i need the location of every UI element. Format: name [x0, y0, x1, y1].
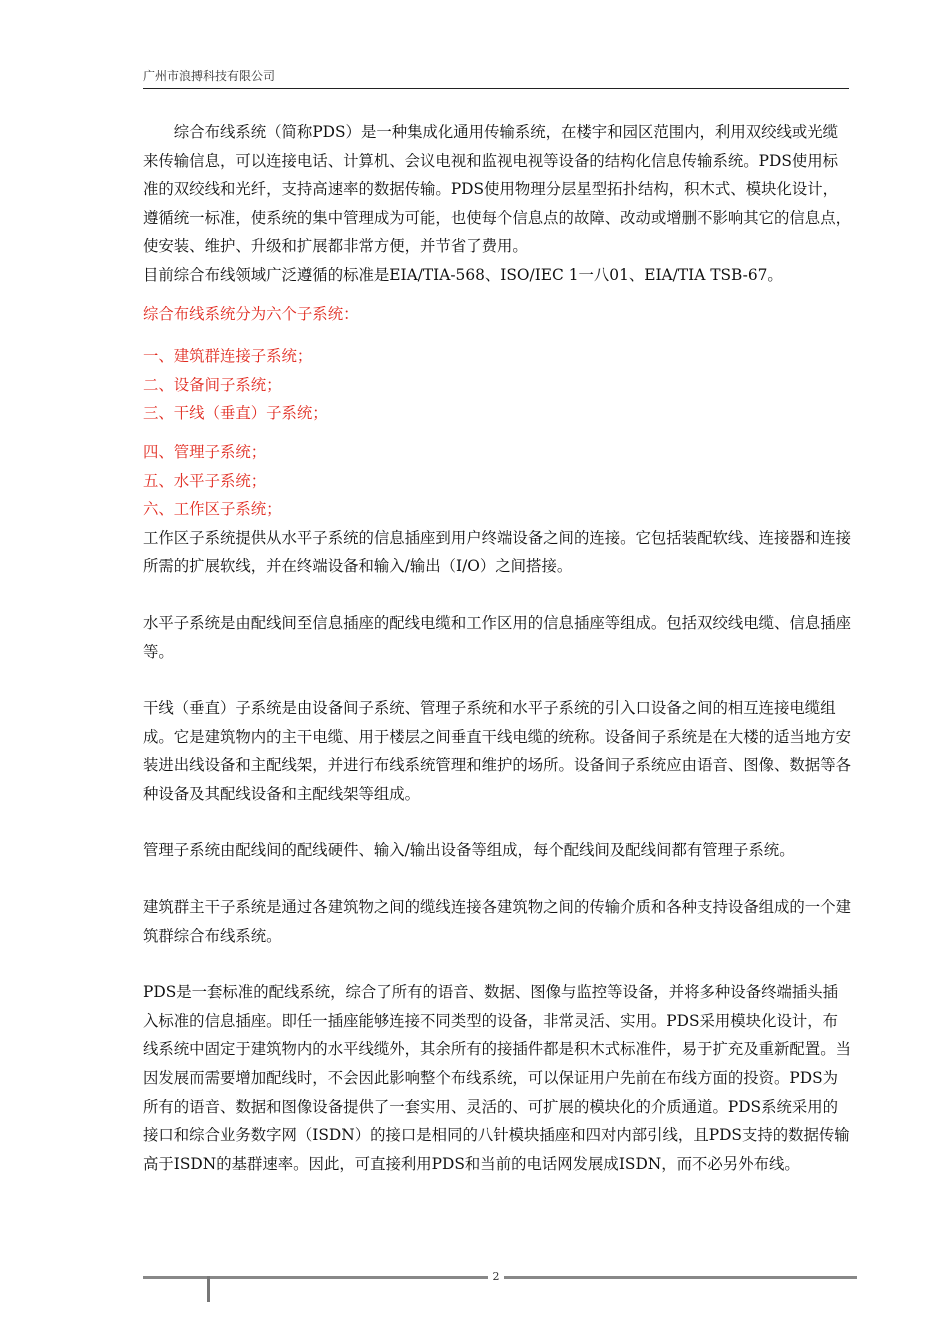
work-area-description: 工作区子系统提供从水平子系统的信息插座到用户终端设备之间的连接。它包括装配软线、连接器和连接所需的扩展软线，并在终端设备和输入/输出（I/O）之间搭接。	[143, 528, 851, 576]
subsystem-item: 三、干线（垂直）子系统；	[143, 404, 328, 423]
document-body	[143, 118, 851, 1178]
pds-summary: PDS是一套标准的配线系统，综合了所有的语音、数据、图像与监控等设备，并将多种设备终端插头插入标准的信息插座。即任一插座能够连接不同类型的设备，非常灵活、实用。PDS采用模块化设计，布线系统中固定于建筑物内的水平线缆外，其余所有的接插件都是积木式标准件，易于扩充及重新配置。当因发展而需要增加配线时，不会因此影响整个布线系统，可以保证用户先前在布线方面的投资。PDS为所有的语音、数据和图像设备提供了一套实用、灵活的、可扩展的模块化的介质通道。PDS系统采用的接口和综合业务数字网（ISDN）的接口是相同的八针模块插座和四对内部引线，且PDS支持的数据传输高于ISDN的基群速率。因此，可直接利用PDS和当前的电话网发展成ISDN，而不必另外布线。	[143, 983, 851, 1173]
subsystems-heading: 综合布线系统分为六个子系统：	[143, 304, 359, 323]
administration-description: 管理子系统由配线间的配线硬件、输入/输出设备等组成，每个配线间及配线间都有管理子系统。	[143, 841, 795, 860]
subsystem-item: 一、建筑群连接子系统；	[143, 347, 313, 366]
horizontal-description: 水平子系统是由配线间至信息插座的配线电缆和工作区用的信息插座等组成。包括双绞线电缆、信息插座等。	[143, 613, 851, 661]
company-name: 广州市浪搏科技有限公司	[143, 69, 276, 83]
page-number: 2	[488, 1270, 504, 1284]
standards-paragraph: 目前综合布线领域广泛遵循的标准是EIA/TIA-568、ISO/IEC 1一八01、EIA/TIA TSB-67。	[143, 265, 783, 284]
subsystem-item: 五、水平子系统；	[143, 471, 267, 490]
page-header	[143, 68, 849, 89]
subsystem-item: 二、设备间子系统；	[143, 375, 282, 394]
footer-tick	[207, 1276, 210, 1302]
intro-paragraph: 综合布线系统（简称PDS）是一种集成化通用传输系统，在楼宇和园区范围内，利用双绞线或光缆来传输信息，可以连接电话、计算机、会议电视和监视电视等设备的结构化信息传输系统。PDS使用标准的双绞线和光纤，支持高速率的数据传输。PDS使用物理分层星型拓扑结构，积木式、模块化设计，遵循统一标准，使系统的集中管理成为可能，也使每个信息点的故障、改动或增删不影响其它的信息点，使安装、维护、升级和扩展都非常方便，并节省了费用。	[143, 123, 851, 256]
campus-description: 建筑群主干子系统是通过各建筑物之间的缆线连接各建筑物之间的传输介质和各种支持设备组成的一个建筑群综合布线系统。	[143, 898, 851, 945]
subsystem-item: 六、工作区子系统；	[143, 500, 282, 519]
subsystem-item: 四、管理子系统；	[143, 442, 267, 461]
backbone-description: 干线（垂直）子系统是由设备间子系统、管理子系统和水平子系统的引入口设备之间的相互连接电缆组成。它是建筑物内的主干电缆、用于楼层之间垂直干线电缆的统称。设备间子系统是在大楼的适当地方安装进出线设备和主配线架，并进行布线系统管理和维护的场所。设备间子系统应由语音、图像、数据等各种设备及其配线设备和主配线架等组成。	[143, 699, 851, 803]
